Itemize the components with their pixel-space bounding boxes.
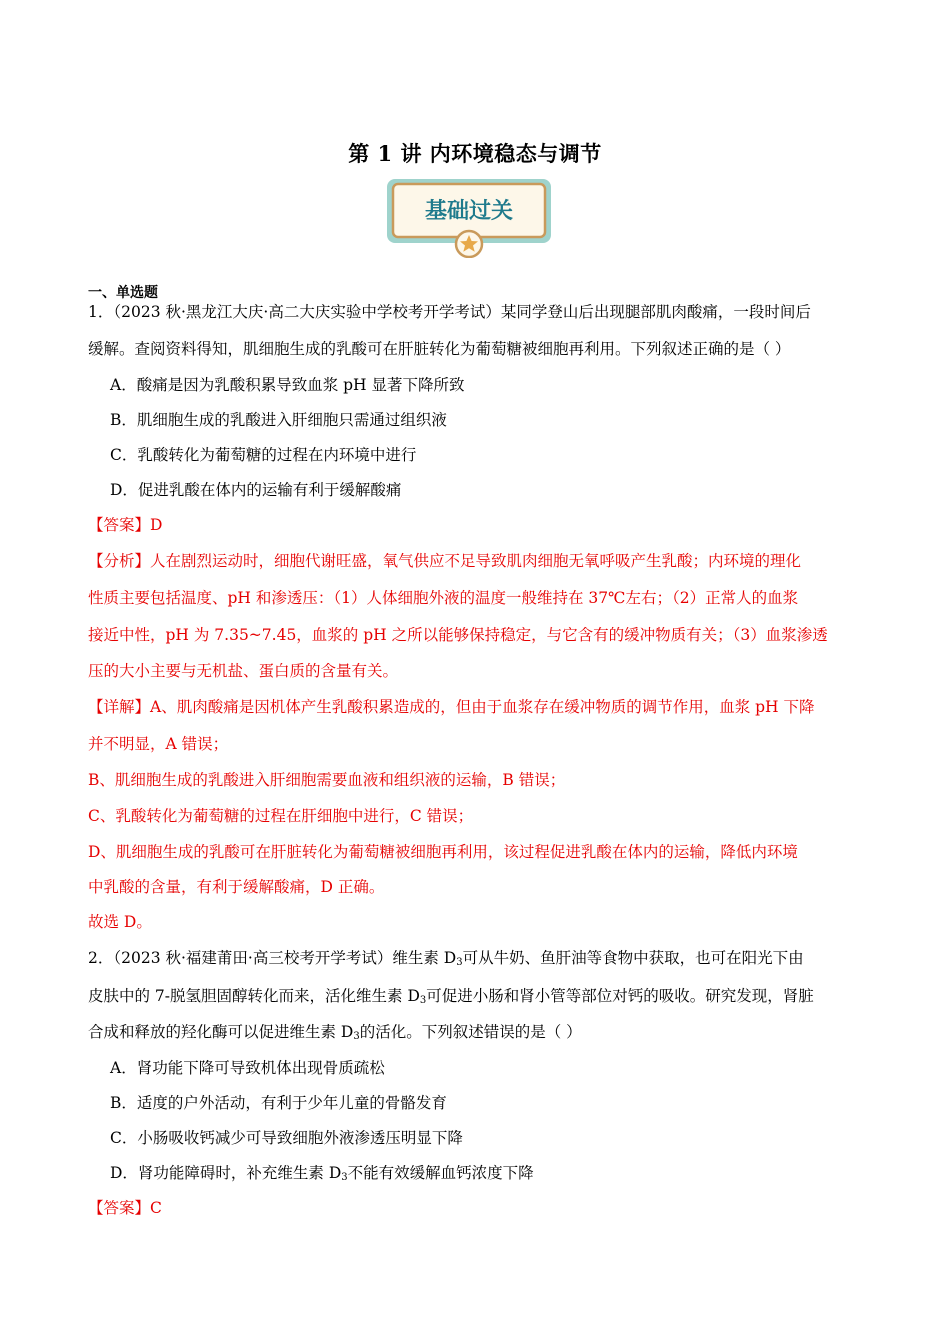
subscript-3: 3 <box>353 1031 360 1042</box>
q1-detail-line-6: 中乳酸的含量，有利于缓解酸痛，D 正确。 <box>88 878 385 896</box>
q1-analysis-line-4: 压的大小主要与无机盐、蛋白质的含量有关。 <box>88 662 399 680</box>
q1-detail-line-5: D、肌细胞生成的乳酸可在肝脏转化为葡萄糖被细胞再利用，该过程促进乳酸在体内的运输，降低内环境 <box>88 843 798 861</box>
q2-stem-line-3 <box>88 1022 582 1042</box>
page-title: 第 1 讲 内环境稳态与调节 <box>348 141 602 166</box>
q2-stem-line-1-part-b: 可从牛奶、鱼肝油等食物中获取，也可在阳光下由 <box>462 949 804 967</box>
q1-analysis-line-1: 【分析】人在剧烈运动时，细胞代谢旺盛，氧气供应不足导致肌肉细胞无氧呼吸产生乳酸；内环境的理化 <box>88 552 802 570</box>
q2-option-d-part-b: 不能有效缓解血钙浓度下降 <box>347 1164 534 1182</box>
q1-detail-line-1: 【详解】A、肌肉酸痛是因机体产生乳酸积累造成的，但由于血浆存在缓冲物质的调节作用，血浆 pH 下降 <box>88 698 815 716</box>
q2-option-b: B．适度的户外活动，有利于少年儿童的骨骼发育 <box>110 1094 447 1112</box>
q2-stem-line-2-part-b: 可促进小肠和肾小管等部位对钙的吸收。研究发现，肾脏 <box>426 987 814 1005</box>
q1-option-c: C．乳酸转化为葡萄糖的过程在内环境中进行 <box>110 446 417 464</box>
q2-option-d-part-a: D．肾功能障碍时，补充维生素 D <box>110 1164 342 1182</box>
q2-stem-line-3-part-b: 的活化。下列叙述错误的是（ ） <box>359 1023 582 1041</box>
q2-option-a: A．肾功能下降可导致机体出现骨质疏松 <box>110 1059 385 1077</box>
q2-answer: 【答案】C <box>88 1199 162 1217</box>
q1-detail-line-2: 并不明显，A 错误； <box>88 735 229 753</box>
q1-option-d: D．促进乳酸在体内的运输有利于缓解酸痛 <box>110 481 402 499</box>
q1-stem-line-2: 缓解。查阅资料得知，肌细胞生成的乳酸可在肝脏转化为葡萄糖被细胞再利用。下列叙述正确的是（ ） <box>88 340 791 358</box>
section-heading: 一、单选题 <box>88 285 158 301</box>
q1-conclusion: 故选 D。 <box>88 913 152 931</box>
q1-answer: 【答案】D <box>88 516 163 534</box>
q2-option-c: C．小肠吸收钙减少可导致细胞外液渗透压明显下降 <box>110 1129 463 1147</box>
subscript-3: 3 <box>419 995 427 1006</box>
q1-analysis-line-2: 性质主要包括温度、pH 和渗透压：（1）人体细胞外液的温度一般维持在 37℃左右；（2）正常人的血浆 <box>88 589 799 607</box>
badge-label: 基础过关 <box>424 199 514 224</box>
q2-stem-line-3-part-a: 合成和释放的羟化酶可以促进维生素 D <box>88 1023 354 1041</box>
q1-option-a: A．酸痛是因为乳酸积累导致血浆 pH 显著下降所致 <box>110 376 465 394</box>
q1-detail-line-4: C、乳酸转化为葡萄糖的过程在肝细胞中进行，C 错误； <box>88 807 474 825</box>
subscript-3: 3 <box>341 1172 348 1183</box>
q1-option-b: B．肌细胞生成的乳酸进入肝细胞只需通过组织液 <box>110 411 447 429</box>
q1-detail-line-3: B、肌细胞生成的乳酸进入肝细胞需要血液和组织液的运输，B 错误； <box>88 771 566 789</box>
q2-stem-line-2 <box>88 986 814 1006</box>
q2-option-d <box>110 1163 534 1183</box>
subscript-3: 3 <box>456 957 463 968</box>
q2-stem-line-1-part-a: 2．（2023 秋·福建莆田·高三校考开学考试）维生素 D <box>88 949 457 967</box>
q1-analysis-line-3: 接近中性，pH 为 7.35~7.45，血浆的 pH 之所以能够保持稳定，与它含有的缓冲物质有关；（3）血浆渗透 <box>88 626 828 644</box>
section-badge <box>386 178 552 258</box>
q2-stem-line-2-part-a: 皮肤中的 7-脱氢胆固醇转化而来，活化维生素 D <box>88 987 420 1005</box>
q1-stem-line-1: 1．（2023 秋·黑龙江大庆·高二大庆实验中学校考开学考试）某同学登山后出现腿部肌肉酸痛，一段时间后 <box>88 303 811 321</box>
q2-stem-line-1 <box>88 948 804 968</box>
